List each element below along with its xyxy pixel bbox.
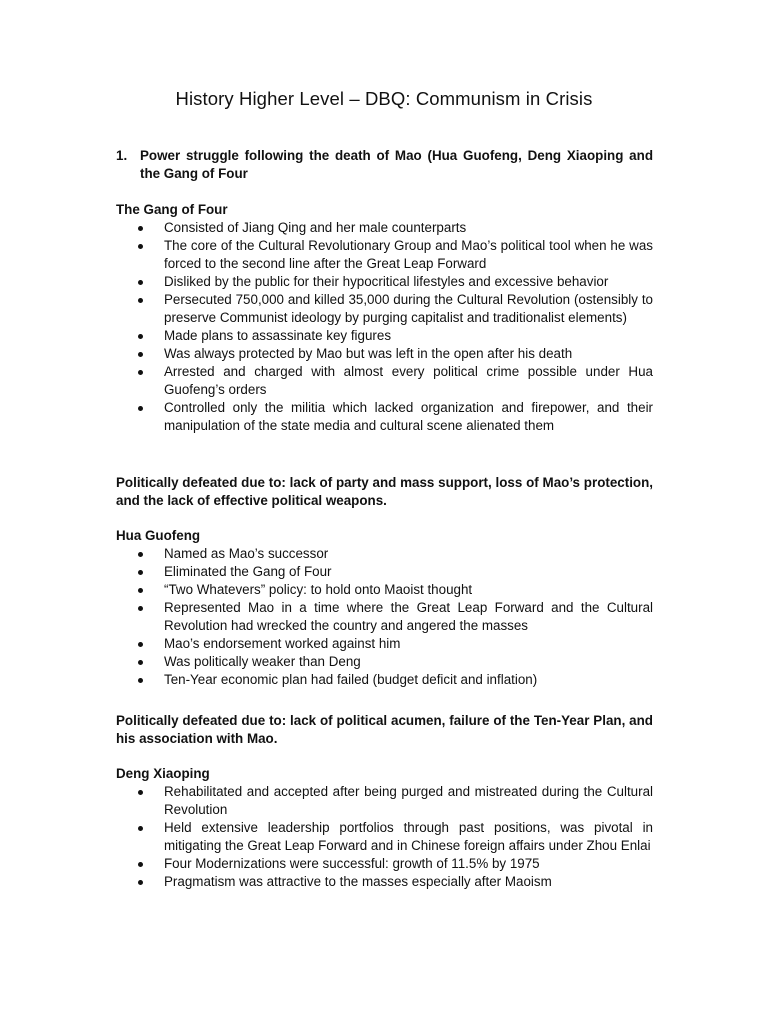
- bullet-item: The core of the Cultural Revolutionary Group and Mao’s political tool when he was forced to the second line after the Great Leap Forward: [116, 237, 653, 273]
- question-number: 1.: [116, 148, 128, 163]
- bullet-item: Arrested and charged with almost every political crime possible under Hua Guofeng’s orders: [116, 363, 653, 399]
- bullet-list-deng-xiaoping: [116, 783, 653, 891]
- bullet-item: Persecuted 750,000 and killed 35,000 during the Cultural Revolution (ostensibly to preserve Communist ideology by purging capitalist and traditionalist elements): [116, 291, 653, 327]
- bullet-item: Controlled only the militia which lacked organization and firepower, and their manipulation of the state media and cultural scene alienated them: [116, 399, 653, 435]
- bullet-item: Was always protected by Mao but was left in the open after his death: [116, 345, 653, 363]
- section-hua-guofeng: [116, 527, 653, 689]
- bullet-item: “Two Whatevers” policy: to hold onto Maoist thought: [116, 581, 653, 599]
- bullet-icon: [138, 298, 143, 303]
- bullet-icon: [138, 660, 143, 665]
- bullet-icon: [138, 352, 143, 357]
- bullet-icon: [138, 790, 143, 795]
- document-title: History Higher Level – DBQ: Communism in Crisis: [175, 88, 593, 109]
- bullet-list-gang-of-four: [116, 219, 653, 435]
- bullet-item: Disliked by the public for their hypocritical lifestyles and excessive behavior: [116, 273, 653, 291]
- bullet-item: Pragmatism was attractive to the masses especially after Maoism: [116, 873, 653, 891]
- bullet-item: Consisted of Jiang Qing and her male counterparts: [116, 219, 653, 237]
- bullet-icon: [138, 226, 143, 231]
- bullet-item: Was politically weaker than Deng: [116, 653, 653, 671]
- bullet-icon: [138, 862, 143, 867]
- bullet-item: Eliminated the Gang of Four: [116, 563, 653, 581]
- bullet-item: Mao’s endorsement worked against him: [116, 635, 653, 653]
- bullet-item: Represented Mao in a time where the Great Leap Forward and the Cultural Revolution had wrecked the country and angered the masses: [116, 599, 653, 635]
- section-heading-deng-xiaoping: Deng Xiaoping: [116, 766, 210, 781]
- section-gang-of-four: [116, 201, 653, 435]
- bullet-item: Rehabilitated and accepted after being purged and mistreated during the Cultural Revolution: [116, 783, 653, 819]
- bullet-icon: [138, 280, 143, 285]
- bullet-icon: [138, 370, 143, 375]
- bullet-item: Named as Mao’s successor: [116, 545, 653, 563]
- bullet-icon: [138, 244, 143, 249]
- section-heading-hua-guofeng: Hua Guofeng: [116, 528, 201, 543]
- bullet-icon: [138, 880, 143, 885]
- question-text: Power struggle following the death of Mao (Hua Guofeng, Deng Xiaoping and the Gang of Four: [140, 148, 653, 181]
- summary-gang-of-four: Politically defeated due to: lack of party and mass support, loss of Mao’s protection, and the lack of effective political weapons.: [116, 475, 653, 508]
- section-deng-xiaoping: [116, 765, 653, 891]
- bullet-icon: [138, 334, 143, 339]
- section-heading-gang-of-four: The Gang of Four: [116, 202, 228, 217]
- bullet-icon: [138, 552, 143, 557]
- bullet-list-hua-guofeng: [116, 545, 653, 689]
- bullet-icon: [138, 642, 143, 647]
- bullet-item: Four Modernizations were successful: growth of 11.5% by 1975: [116, 855, 653, 873]
- summary-hua-guofeng: Politically defeated due to: lack of political acumen, failure of the Ten-Year Plan, and his association with Mao.: [116, 713, 653, 746]
- bullet-icon: [138, 588, 143, 593]
- bullet-icon: [138, 406, 143, 411]
- bullet-item: Made plans to assassinate key figures: [116, 327, 653, 345]
- bullet-icon: [138, 826, 143, 831]
- bullet-item: Held extensive leadership portfolios through past positions, was pivotal in mitigating the Great Leap Forward and in Chinese foreign affairs under Zhou Enlai: [116, 819, 653, 855]
- bullet-icon: [138, 570, 143, 575]
- question-heading: [116, 147, 653, 183]
- bullet-icon: [138, 606, 143, 611]
- bullet-icon: [138, 678, 143, 683]
- bullet-item: Ten-Year economic plan had failed (budget deficit and inflation): [116, 671, 653, 689]
